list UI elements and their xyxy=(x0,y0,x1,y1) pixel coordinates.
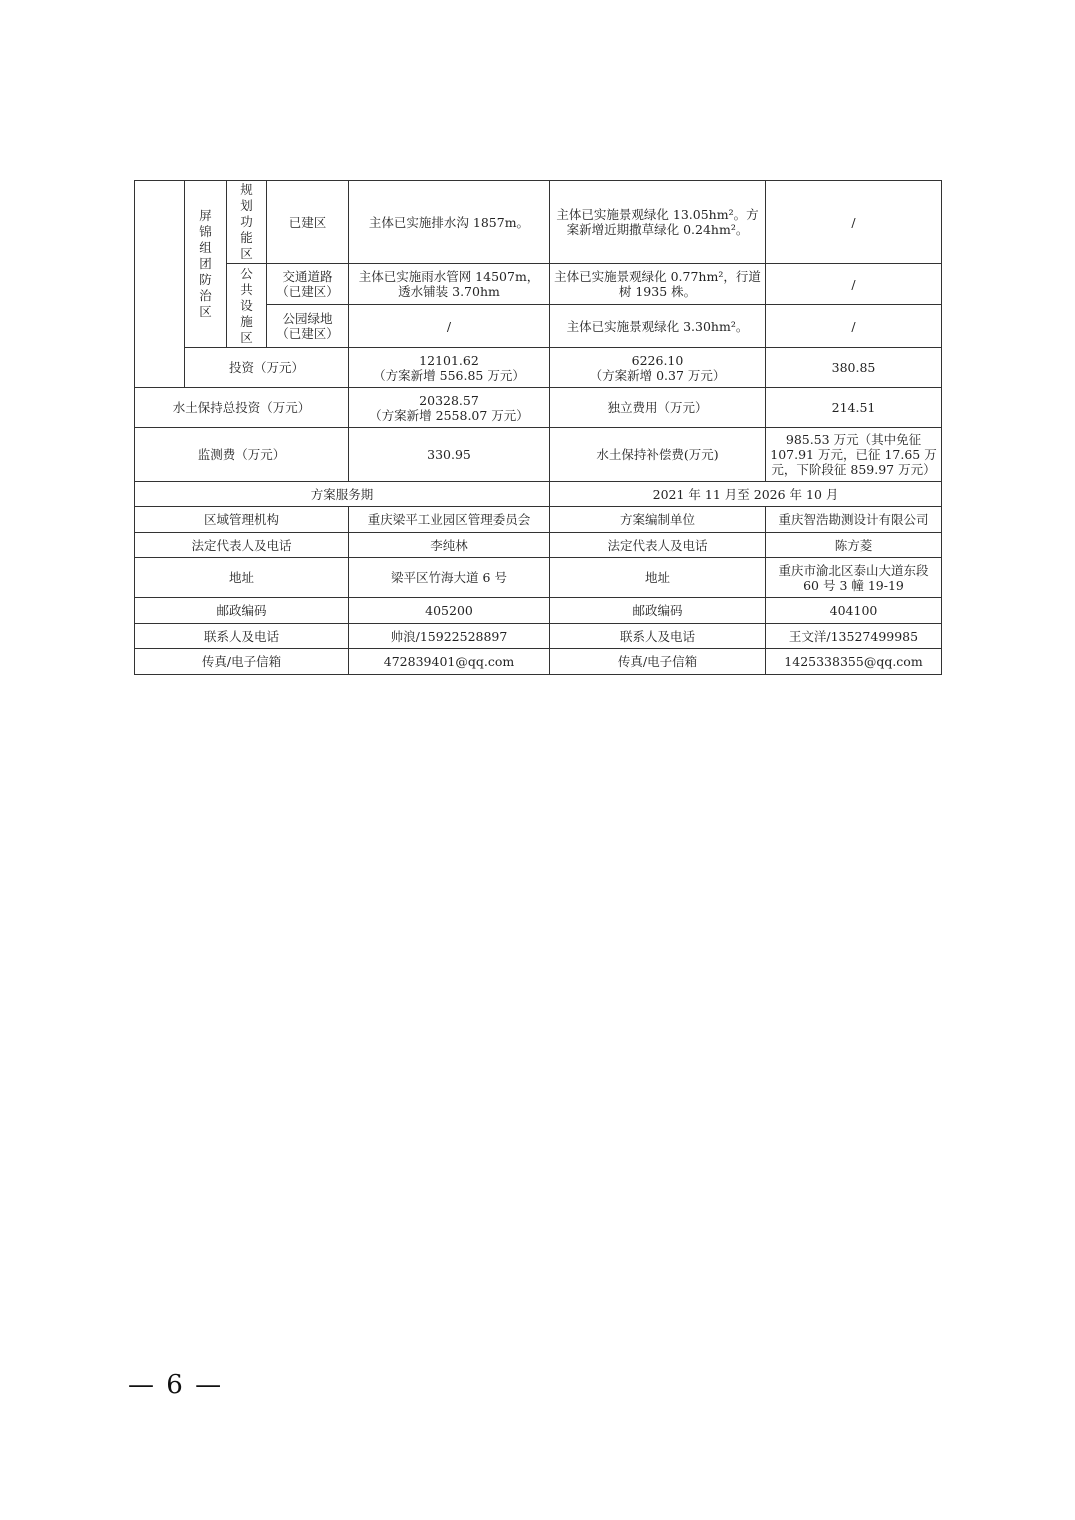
contact-value-left: 李纯林 xyxy=(349,533,550,558)
investment-plant-value: 6226.10 xyxy=(631,352,684,368)
contact-value-left: 472839401@qq.com xyxy=(349,649,550,675)
table-row xyxy=(135,264,942,305)
total-investment-amount: 20328.57 xyxy=(419,392,479,408)
independent-cost-value: 214.51 xyxy=(766,388,942,428)
investment-engineering-new: （方案新增 556.85 万元） xyxy=(373,367,525,383)
contact-label-right: 法定代表人及电话 xyxy=(550,533,766,558)
temporary-measure: / xyxy=(766,305,942,348)
table-row xyxy=(135,533,942,558)
table-row xyxy=(135,181,942,264)
engineering-measure: 主体已实施雨水管网 14507m，透水铺装 3.70hm xyxy=(349,264,550,305)
total-investment-value xyxy=(349,388,550,428)
contact-label-right: 邮政编码 xyxy=(550,598,766,624)
independent-cost-label: 独立费用（万元） xyxy=(550,388,766,428)
contact-value-left: 梁平区竹海大道 6 号 xyxy=(349,558,550,598)
sub-zone-name: 已建区 xyxy=(267,181,349,264)
zone-name-cell: 屏锦组团防治区 xyxy=(185,181,227,348)
plant-measure: 主体已实施景观绿化 3.30hm²。 xyxy=(550,305,766,348)
plant-measure: 主体已实施景观绿化 13.05hm²。方案新增近期撒草绿化 0.24hm²。 xyxy=(550,181,766,264)
page-number: — 6 — xyxy=(128,1370,224,1400)
table-row xyxy=(135,624,942,649)
engineering-measure: / xyxy=(349,305,550,348)
table-row xyxy=(135,428,942,482)
planning-zone-label: 规划功能区 xyxy=(227,181,267,264)
project-info-table xyxy=(134,180,942,675)
contact-label-left: 法定代表人及电话 xyxy=(135,533,349,558)
table-row xyxy=(135,507,942,533)
table-row xyxy=(135,482,942,507)
compensation-fee-label: 水土保持补偿费(万元) xyxy=(550,428,766,482)
contact-label-right: 地址 xyxy=(550,558,766,598)
table-row xyxy=(135,558,942,598)
investment-engineering xyxy=(349,348,550,388)
engineering-measure: 主体已实施排水沟 1857m。 xyxy=(349,181,550,264)
contact-label-right: 联系人及电话 xyxy=(550,624,766,649)
investment-engineering-value: 12101.62 xyxy=(419,352,479,368)
contact-value-right: 重庆智浩勘测设计有限公司 xyxy=(766,507,942,533)
temporary-measure: / xyxy=(766,181,942,264)
investment-plant xyxy=(550,348,766,388)
service-period-value: 2021 年 11 月至 2026 年 10 月 xyxy=(550,482,942,507)
contact-label-left: 地址 xyxy=(135,558,349,598)
total-investment-label: 水土保持总投资（万元） xyxy=(135,388,349,428)
contact-label-right: 方案编制单位 xyxy=(550,507,766,533)
contact-value-left: 405200 xyxy=(349,598,550,624)
contact-value-right: 重庆市渝北区泰山大道东段 60 号 3 幢 19-19 xyxy=(766,558,942,598)
investment-temp: 380.85 xyxy=(766,348,942,388)
monitoring-fee-label: 监测费（万元） xyxy=(135,428,349,482)
investment-label: 投资（万元） xyxy=(185,348,349,388)
table-row xyxy=(135,598,942,624)
contact-label-left: 邮政编码 xyxy=(135,598,349,624)
public-zone-label: 公共设施区 xyxy=(227,264,267,348)
contact-value-right: 1425338355@qq.com xyxy=(766,649,942,675)
monitoring-fee-value: 330.95 xyxy=(349,428,550,482)
temporary-measure: / xyxy=(766,264,942,305)
contact-value-left: 帅浪/15922528897 xyxy=(349,624,550,649)
contact-label-left: 传真/电子信箱 xyxy=(135,649,349,675)
contact-value-right: 王文洋/13527499985 xyxy=(766,624,942,649)
contact-label-left: 联系人及电话 xyxy=(135,624,349,649)
table-row xyxy=(135,348,942,388)
contact-value-left: 重庆梁平工业园区管理委员会 xyxy=(349,507,550,533)
compensation-fee-value: 985.53 万元（其中免征 107.91 万元，已征 17.65 万元，下阶段征 859.97 万元） xyxy=(766,428,942,482)
total-investment-new: （方案新增 2558.07 万元） xyxy=(369,407,529,423)
service-period-label: 方案服务期 xyxy=(135,482,550,507)
table-row xyxy=(135,388,942,428)
contact-label-left: 区域管理机构 xyxy=(135,507,349,533)
contact-value-right: 陈方菱 xyxy=(766,533,942,558)
plant-measure: 主体已实施景观绿化 0.77hm²，行道树 1935 株。 xyxy=(550,264,766,305)
sub-zone-name: 公园绿地（已建区） xyxy=(267,305,349,348)
contact-label-right: 传真/电子信箱 xyxy=(550,649,766,675)
table-row xyxy=(135,649,942,675)
investment-plant-new: （方案新增 0.37 万元） xyxy=(589,367,726,383)
contact-value-right: 404100 xyxy=(766,598,942,624)
sub-zone-name: 交通道路（已建区） xyxy=(267,264,349,305)
outer-blank-cell xyxy=(135,181,185,388)
